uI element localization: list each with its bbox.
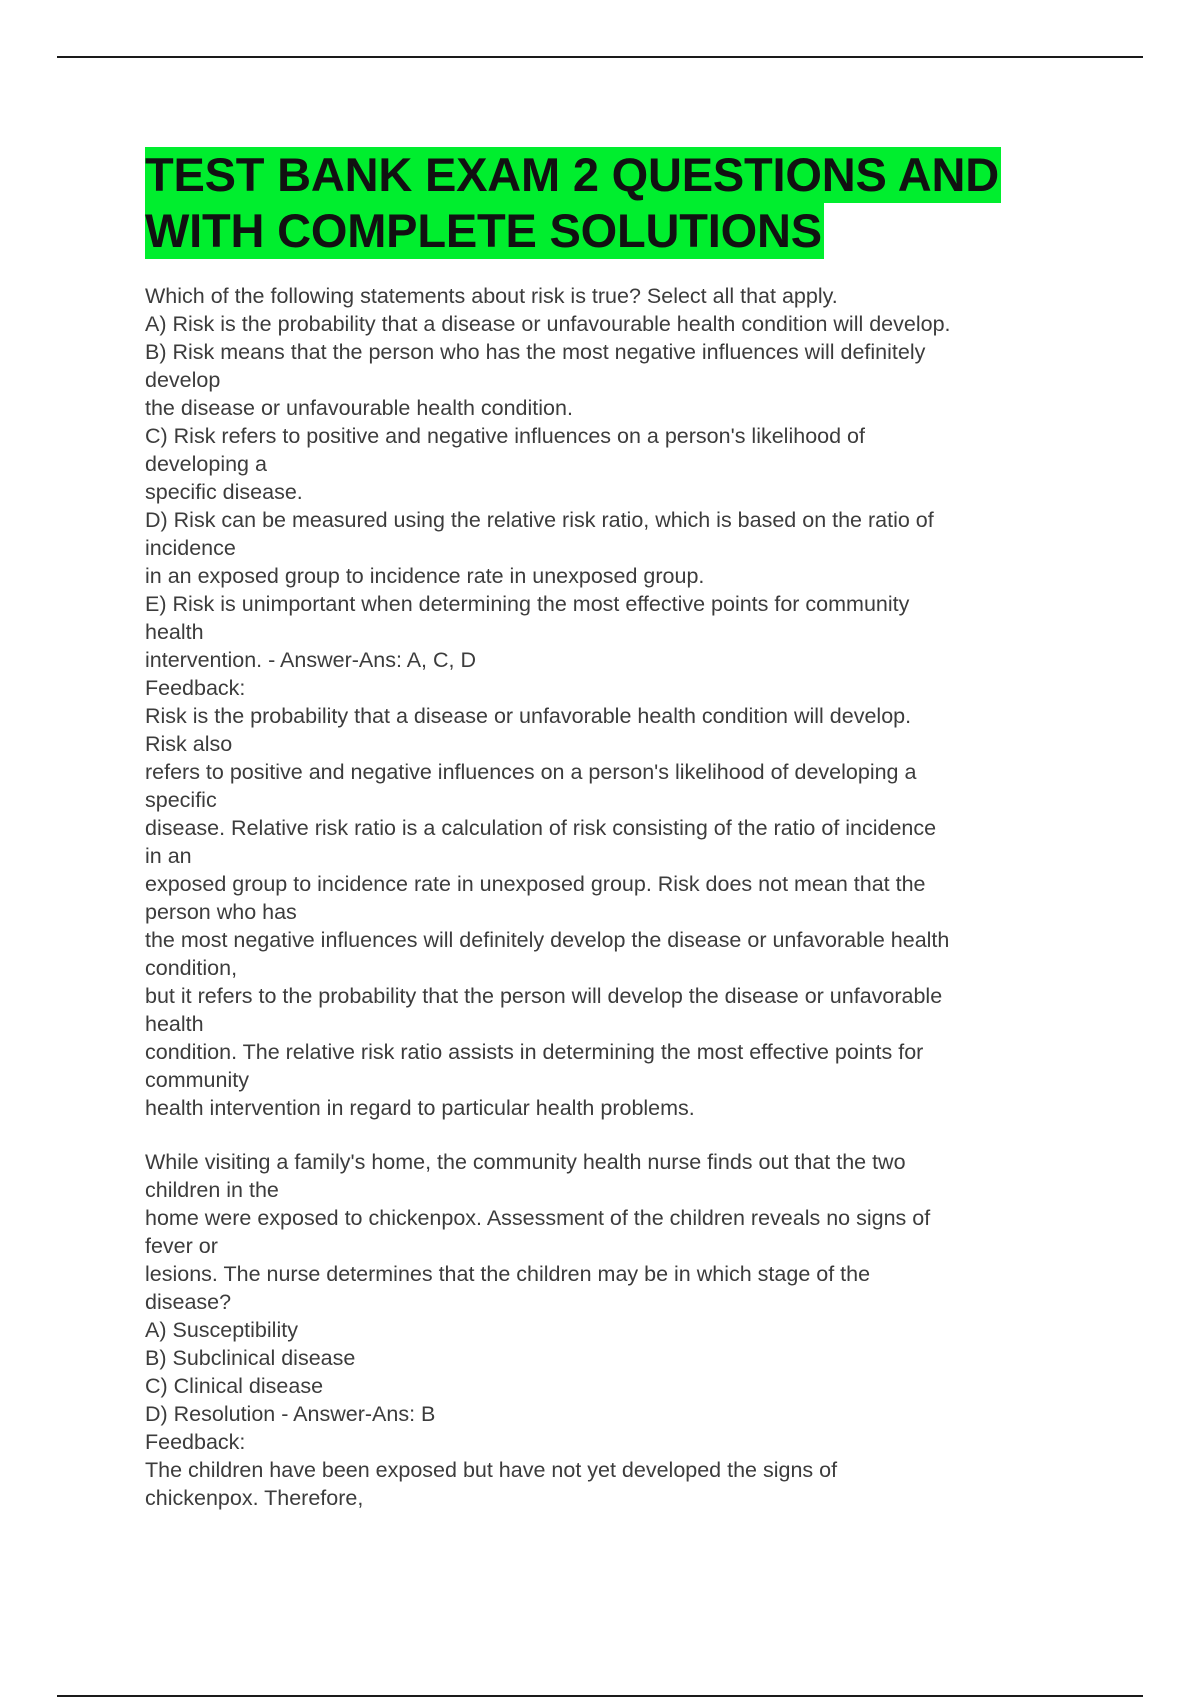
question-1-line: community [145,1068,249,1092]
question-1-line: D) Risk can be measured using the relative risk ratio, which is based on the ratio of [145,508,934,532]
question-1-line: health intervention in regard to particular health problems. [145,1096,695,1120]
question-1-line: health [145,1012,204,1036]
question-1-line: disease. Relative risk ratio is a calculation of risk consisting of the ratio of incidence [145,816,937,840]
question-1-line: condition. The relative risk ratio assists in determining the most effective points for [145,1040,924,1064]
top-rule [57,56,1143,58]
question-1 [145,282,1065,1122]
question-1-line: the disease or unfavourable health condition. [145,396,573,420]
question-2-line: disease? [145,1290,232,1314]
question-1-line: refers to positive and negative influences on a person's likelihood of developing a [145,760,917,784]
paragraph-gap [145,1122,1065,1148]
question-1-line: but it refers to the probability that the person will develop the disease or unfavorable [145,984,943,1008]
question-2-line: fever or [145,1234,218,1258]
question-1-line: in an exposed group to incidence rate in unexposed group. [145,564,705,588]
question-2-line: While visiting a family's home, the community health nurse finds out that the two [145,1150,906,1174]
question-1-line: the most negative influences will definitely develop the disease or unfavorable health [145,928,950,952]
question-1-line: develop [145,368,221,392]
question-1-line: in an [145,844,192,868]
question-1-line: incidence [145,536,236,560]
question-2 [145,1148,1065,1512]
question-1-line: Risk also [145,732,233,756]
question-1-line: health [145,620,204,644]
question-2-line: A) Susceptibility [145,1318,298,1342]
question-2-line: home were exposed to chickenpox. Assessment of the children reveals no signs of [145,1206,931,1230]
question-1-line: person who has [145,900,297,924]
title-line-1: TEST BANK EXAM 2 QUESTIONS AND [145,148,999,201]
question-1-line: Risk is the probability that a disease or unfavorable health condition will develop. [145,704,912,728]
question-1-line: Feedback: [145,676,246,700]
question-2-line: Feedback: [145,1430,246,1454]
question-2-line: lesions. The nurse determines that the children may be in which stage of the [145,1262,871,1286]
document-body [145,282,1065,1512]
title-line-2: WITH COMPLETE SOLUTIONS [145,204,822,257]
question-2-line: D) Resolution - Answer-Ans: B [145,1402,436,1426]
question-1-line: A) Risk is the probability that a disease or unfavourable health condition will develop. [145,312,951,336]
question-1-line: specific disease. [145,480,303,504]
question-1-line: specific [145,788,217,812]
question-2-line: B) Subclinical disease [145,1346,356,1370]
bottom-rule [57,1695,1143,1697]
question-1-line: B) Risk means that the person who has the most negative influences will definitely [145,340,926,364]
question-2-line: chickenpox. Therefore, [145,1486,364,1510]
document-title [145,147,1075,259]
question-1-line: condition, [145,956,238,980]
question-2-line: The children have been exposed but have not yet developed the signs of [145,1458,838,1482]
question-1-line: intervention. - Answer-Ans: A, C, D [145,648,476,672]
question-1-line: Which of the following statements about risk is true? Select all that apply. [145,284,838,308]
question-2-line: children in the [145,1178,279,1202]
question-1-line: developing a [145,452,267,476]
question-2-line: C) Clinical disease [145,1374,324,1398]
question-1-line: exposed group to incidence rate in unexposed group. Risk does not mean that the [145,872,926,896]
question-1-line: C) Risk refers to positive and negative influences on a person's likelihood of [145,424,865,448]
question-1-line: E) Risk is unimportant when determining the most effective points for community [145,592,910,616]
